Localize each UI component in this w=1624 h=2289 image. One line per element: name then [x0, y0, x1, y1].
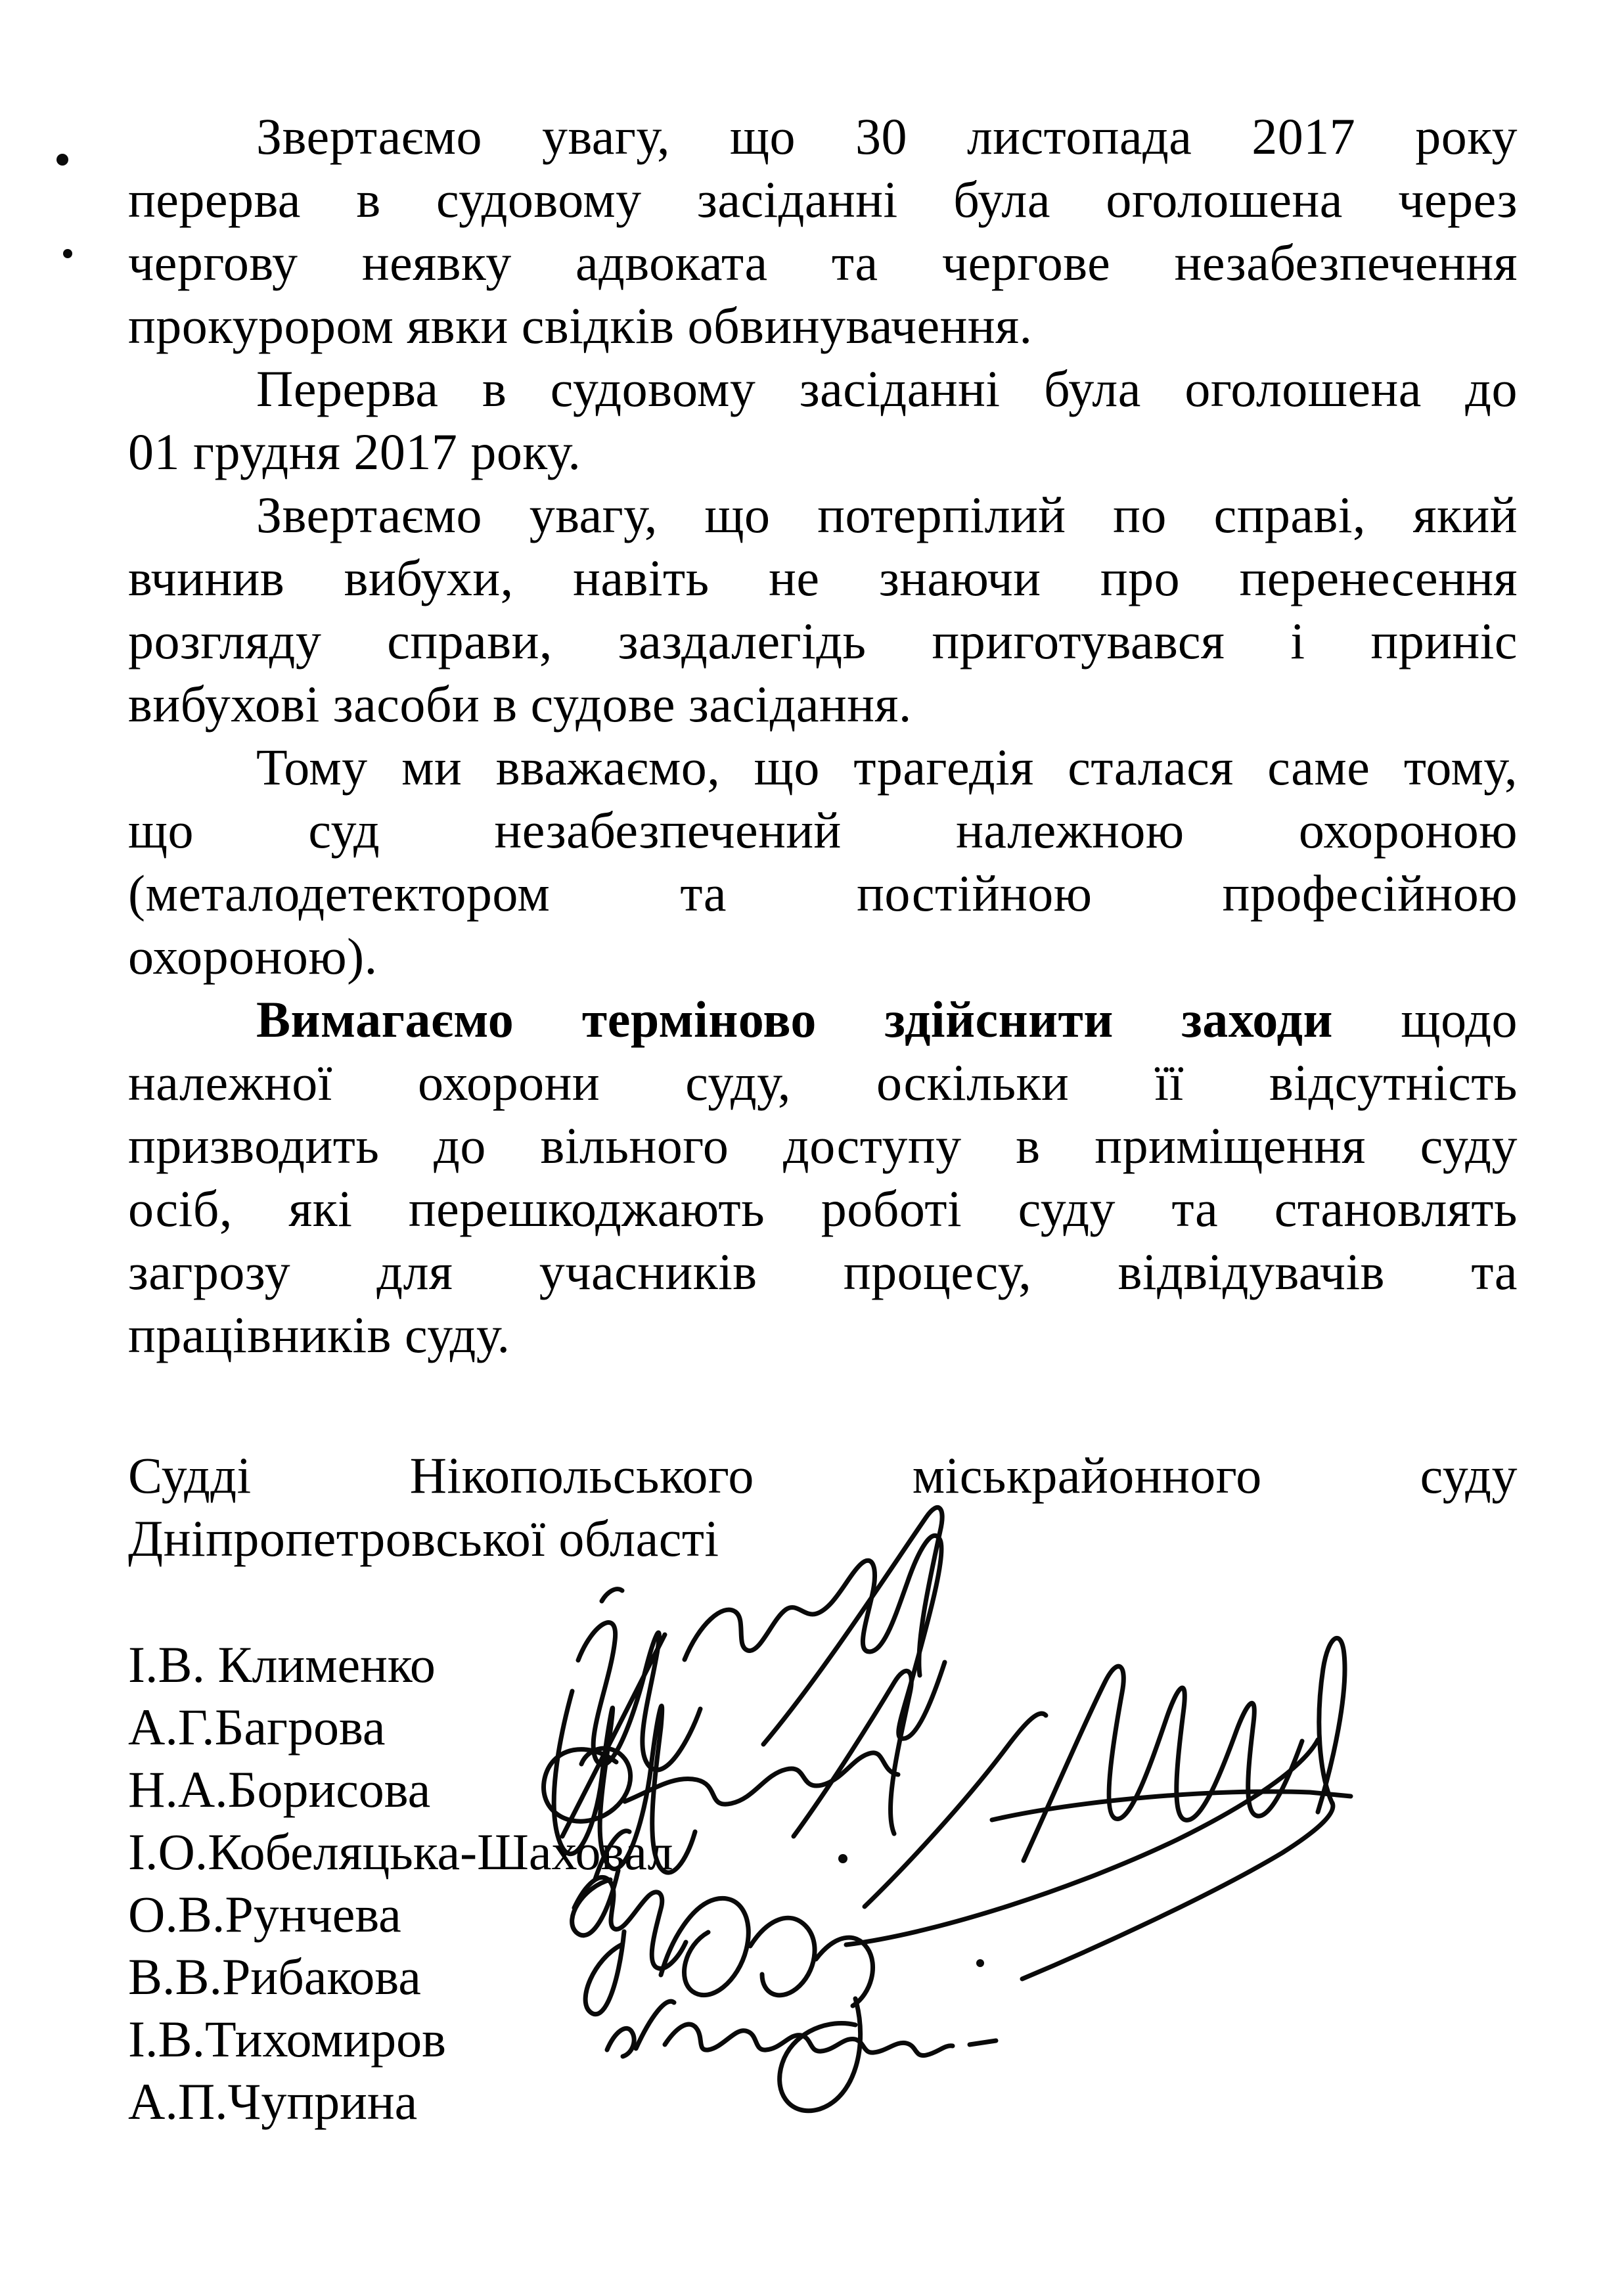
demand-bold-text: Вимагаємо терміново здійснити заходи	[256, 991, 1333, 1048]
judge-name: О.В.Рунчева	[128, 1886, 401, 1943]
text-line: вчинив вибухи, навіть не знаючи про перенесення	[128, 549, 1518, 606]
scan-speck	[56, 154, 68, 166]
judge-name: І.В. Клименко	[128, 1636, 436, 1693]
judges-list	[128, 1633, 1518, 2133]
judge-name: А.Г.Багрова	[128, 1698, 386, 1756]
text-run: щодо	[1332, 991, 1518, 1048]
text-line: прокурором явки свідків обвинувачення.	[128, 297, 1033, 354]
heading-line: Судді Нікопольського міськрайонного суду	[128, 1447, 1518, 1504]
text-line: працівників суду.	[128, 1306, 510, 1363]
text-line: перерва в судовому засіданні була оголошена через	[128, 171, 1518, 228]
text-line: розгляду справи, заздалегідь приготувався і приніс	[128, 612, 1518, 669]
text-line: Тому ми вважаємо, що трагедія сталася саме тому,	[256, 738, 1518, 796]
text-line: 01 грудня 2017 року.	[128, 423, 581, 480]
text-line: Перерва в судовому засіданні була оголошена до	[256, 360, 1518, 417]
text-line: осіб, які перешкоджають роботі суду та становлять	[128, 1180, 1518, 1237]
text-line: (металодетектором та постійною професійною	[128, 865, 1518, 922]
judge-name: Н.А.Борисова	[128, 1761, 431, 1818]
heading-line: Дніпропетровської області	[128, 1510, 719, 1567]
scan-speck	[63, 249, 72, 258]
judge-name: В.В.Рибакова	[128, 1948, 421, 2005]
text-line: що суд незабезпечений належною охороною	[128, 802, 1518, 859]
paragraph-2	[128, 357, 1518, 484]
paragraph-5	[128, 988, 1518, 1367]
document-content	[128, 105, 1518, 2133]
judge-name: І.В.Тихомиров	[128, 2010, 446, 2068]
text-line: вибухові засоби в судове засідання.	[128, 675, 912, 733]
text-line	[128, 988, 1518, 1051]
paragraph-3	[128, 484, 1518, 736]
judge-name: І.О.Кобеляцька-Шаховал	[128, 1823, 673, 1880]
text-line: Звертаємо увагу, що потерпілий по справі, який	[256, 486, 1518, 543]
text-line: призводить до вільного доступу в приміщення суду	[128, 1117, 1518, 1174]
text-line: загрозу для учасників процесу, відвідувачів та	[128, 1243, 1518, 1300]
text-line: належної охорони суду, оскільки її відсутність	[128, 1054, 1518, 1111]
judge-name: А.П.Чуприна	[128, 2073, 418, 2130]
text-line: чергову неявку адвоката та чергове незабезпечення	[128, 234, 1518, 291]
paragraph-4	[128, 736, 1518, 988]
text-line: охороною).	[128, 928, 378, 985]
paragraph-1	[128, 105, 1518, 357]
signature-heading	[128, 1444, 1518, 1570]
text-line: Звертаємо увагу, що 30 листопада 2017 року	[256, 108, 1518, 165]
